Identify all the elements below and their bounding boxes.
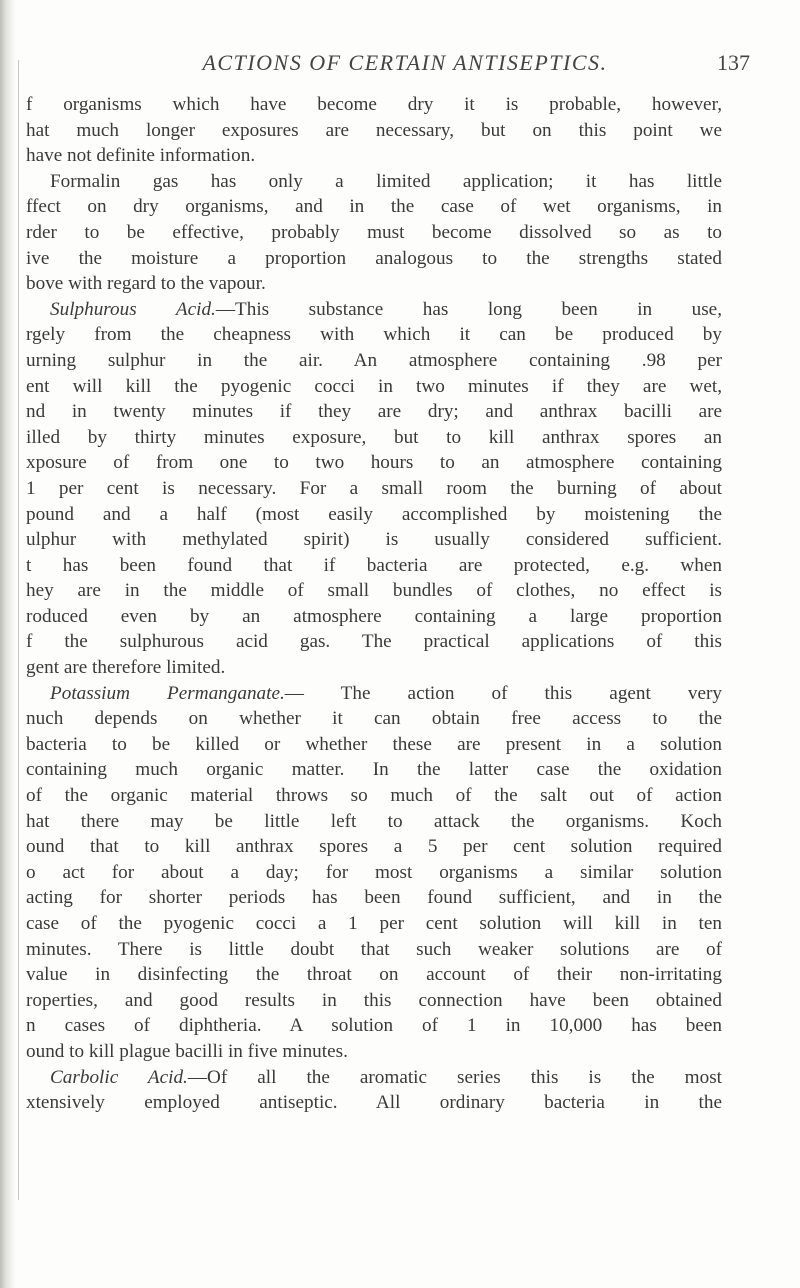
line-text: value in disinfecting the throat on account of their non-irritating [26, 964, 722, 986]
line-text: Formalin gas has only a limited application; it has little [50, 170, 722, 192]
line-text: nd in twenty minutes if they are dry; and anthrax bacilli are [26, 401, 722, 423]
text-line [26, 476, 722, 502]
text-line [26, 322, 722, 348]
binding-gutter [0, 0, 16, 1288]
line-text: 1 per cent is necessary. For a small room the burning of about [26, 477, 722, 499]
text-line [26, 681, 722, 707]
line-text: ound that to kill anthrax spores a 5 per cent solution required [26, 836, 722, 858]
section-heading: Potassium Permanganate. [50, 682, 285, 704]
text-line [26, 271, 722, 297]
line-text: pound and a half (most easily accomplished by moistening the [26, 503, 722, 525]
line-text: ent will kill the pyogenic cocci in two minutes if they are wet, [26, 375, 722, 397]
line-text: — The action of this agent very [284, 682, 722, 704]
line-text: roperties, and good results in this connection have been obtained [26, 989, 722, 1011]
text-line [26, 885, 722, 911]
text-line [26, 911, 722, 937]
text-line [26, 425, 722, 451]
line-text: bove with regard to the vapour. [26, 273, 266, 295]
line-text: urning sulphur in the air. An atmosphere containing .98 per [26, 349, 722, 371]
text-line [26, 169, 722, 195]
text-line [26, 143, 722, 169]
section-heading: Carbolic Acid. [50, 1066, 188, 1088]
line-text: nuch depends on whether it can obtain free access to the [26, 708, 722, 730]
text-line [26, 706, 722, 732]
line-text: ffect on dry organisms, and in the case of wet organisms, in [26, 196, 722, 218]
line-text: hat there may be little left to attack the organisms. Koch [26, 810, 722, 832]
line-text: roduced even by an atmosphere containing a large proportion [26, 605, 722, 627]
line-text: f the sulphurous acid gas. The practical applications of this [26, 631, 722, 653]
line-text: hat much longer exposures are necessary, but on this point we [26, 119, 722, 141]
line-text: ive the moisture a proportion analogous to the strengths stated [26, 247, 722, 269]
text-line [26, 1090, 722, 1116]
line-text: t has been found that if bacteria are protected, e.g. when [26, 554, 722, 576]
text-line [26, 937, 722, 963]
line-text: of the organic material throws so much of the salt out of action [26, 785, 722, 807]
text-line [26, 757, 722, 783]
text-line [26, 655, 722, 681]
text-line [26, 399, 722, 425]
text-line [26, 860, 722, 886]
line-text: case of the pyogenic cocci a 1 per cent solution will kill in ten [26, 913, 722, 934]
text-line [26, 553, 722, 579]
text-line [26, 246, 722, 272]
text-line [26, 118, 722, 144]
line-text: gent are therefore limited. [26, 657, 226, 679]
text-line [26, 732, 722, 758]
line-text: illed by thirty minutes exposure, but to kill anthrax spores an [26, 426, 722, 448]
line-text: containing much organic matter. In the latter case the oxidation [26, 759, 722, 781]
line-text: xtensively employed antiseptic. All ordinary bacteria in the [26, 1092, 722, 1114]
line-text: —Of all the aromatic series this is the most [187, 1066, 722, 1088]
gutter-shadow-line [18, 60, 19, 1200]
page-header [60, 50, 750, 80]
text-line [26, 988, 722, 1014]
line-text: f organisms which have become dry it is probable, however, [26, 94, 722, 115]
text-line [26, 194, 722, 220]
text-line [26, 809, 722, 835]
text-line [26, 629, 722, 655]
line-text: xposure of from one to two hours to an atmosphere containing [26, 452, 722, 474]
line-text: n cases of diphtheria. A solution of 1 in 10,000 has been [26, 1015, 722, 1037]
text-line [26, 604, 722, 630]
text-line [26, 1013, 722, 1039]
text-line [26, 834, 722, 860]
text-line [26, 374, 722, 400]
line-text: acting for shorter periods has been found sufficient, and in the [26, 887, 722, 909]
section-heading: Sulphurous Acid. [50, 298, 216, 320]
line-text: hey are in the middle of small bundles of clothes, no effect is [26, 580, 722, 602]
text-line [26, 348, 722, 374]
line-text: o act for about a day; for most organisms a similar solution [26, 861, 722, 883]
text-line [26, 450, 722, 476]
line-text: ound to kill plague bacilli in five minutes. [26, 1040, 348, 1062]
text-line [26, 1065, 722, 1091]
line-text: bacteria to be killed or whether these are present in a solution [26, 733, 722, 755]
running-title: ACTIONS OF CERTAIN ANTISEPTICS. [202, 50, 608, 75]
line-text: ulphur with methylated spirit) is usually considered sufficient. [26, 529, 722, 551]
text-line [26, 92, 722, 118]
line-text: —This substance has long been in use, [215, 298, 722, 320]
text-line [26, 502, 722, 528]
text-line [26, 783, 722, 809]
text-line [26, 297, 722, 323]
text-line [26, 220, 722, 246]
text-line [26, 527, 722, 553]
text-line [26, 578, 722, 604]
line-text: minutes. There is little doubt that such weaker solutions are of [26, 938, 722, 960]
text-line [26, 962, 722, 988]
text-line [26, 1039, 722, 1065]
line-text: have not definite information. [26, 145, 256, 167]
body-text [26, 92, 722, 1116]
line-text: rgely from the cheapness with which it can be produced by [26, 324, 722, 346]
page-number: 137 [717, 50, 750, 75]
line-text: rder to be effective, probably must become dissolved so as to [26, 221, 722, 243]
